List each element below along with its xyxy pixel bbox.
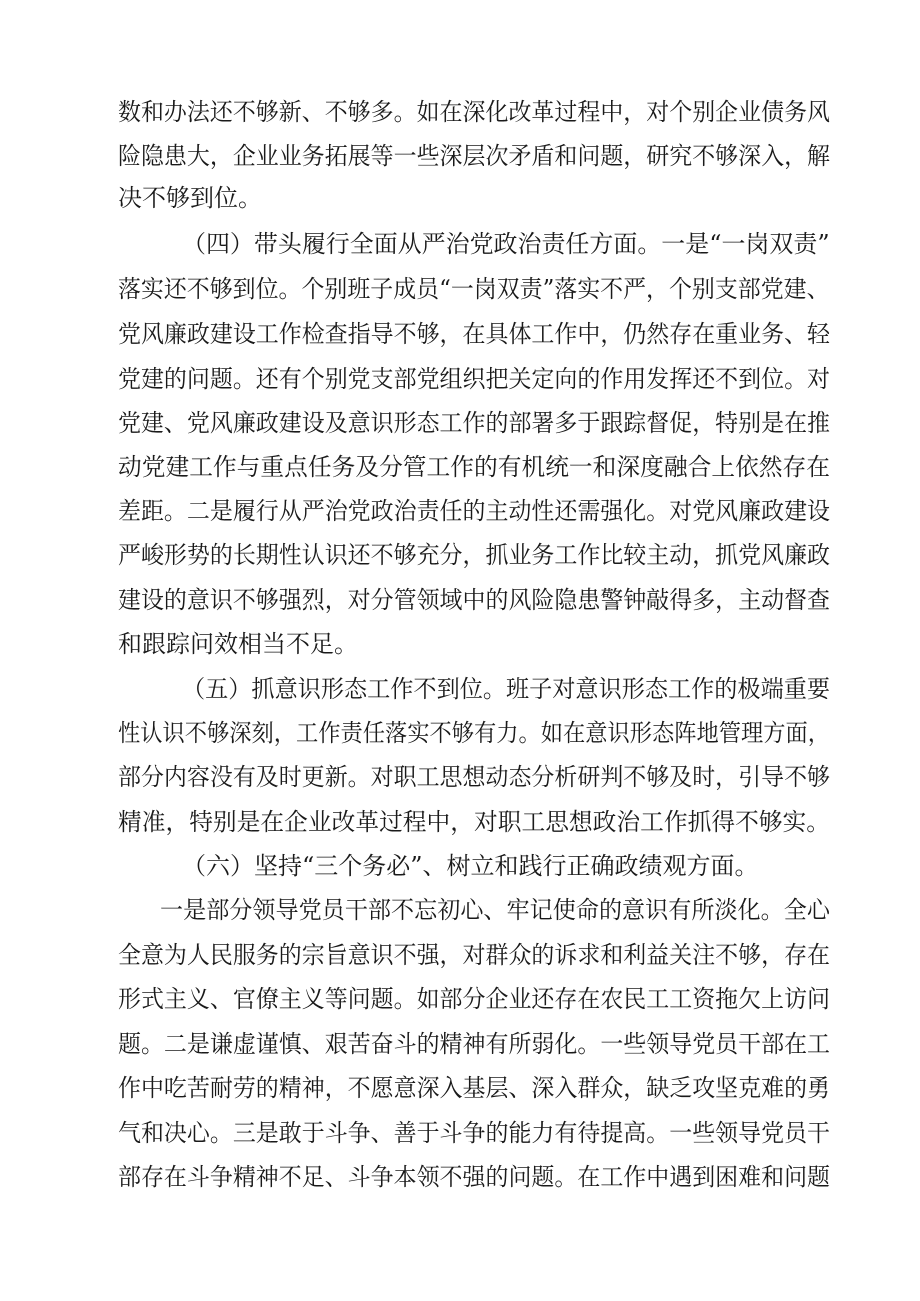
text-line: 气和决心。三是敢于斗争、善于斗争的能力有待提高。一些领导党员干 <box>118 1119 831 1147</box>
text-line: 差距。二是履行从严治党政治责任的主动性还需强化。对党风廉政建设 <box>118 497 831 525</box>
text-line: 和跟踪问效相当不足。 <box>118 630 358 658</box>
text-line: 部存在斗争精神不足、斗争本领不强的问题。在工作中遇到困难和问题 <box>118 1163 831 1191</box>
text-line: 党建的问题。还有个别党支部党组织把关定向的作用发挥还不到位。对 <box>118 365 831 393</box>
text-line: （六）坚持“三个务必”、树立和践行正确政绩观方面。 <box>182 852 759 880</box>
text-line: 部分内容没有及时更新。对职工思想动态分析研判不够及时，引导不够 <box>118 763 831 791</box>
text-line: 数和办法还不够新、不够多。如在深化改革过程中，对个别企业债务风 <box>118 98 831 126</box>
text-line: （五）抓意识形态工作不到位。班子对意识形态工作的极端重要 <box>182 675 831 703</box>
text-line: 党建、党风廉政建设及意识形态工作的部署多于跟踪督促，特别是在推 <box>118 409 831 437</box>
text-line: 性认识不够深刻，工作责任落实不够有力。如在意识形态阵地管理方面， <box>118 719 831 747</box>
text-line: 决不够到位。 <box>118 184 262 212</box>
text-line: 作中吃苦耐劳的精神，不愿意深入基层、深入群众，缺乏攻坚克难的勇 <box>118 1074 831 1102</box>
text-line: 全意为人民服务的宗旨意识不强，对群众的诉求和利益关注不够，存在 <box>118 941 831 969</box>
text-line: 精准，特别是在企业改革过程中，对职工思想政治工作抓得不够实。 <box>118 808 831 836</box>
text-line: 严峻形势的长期性认识还不够充分，抓业务工作比较主动，抓党风廉政 <box>118 541 831 569</box>
text-line: 题。二是谦虚谨慎、艰苦奋斗的精神有所弱化。一些领导党员干部在工 <box>118 1030 831 1058</box>
text-line: 动党建工作与重点任务及分管工作的有机统一和深度融合上依然存在 <box>118 453 831 481</box>
text-line: （四）带头履行全面从严治党政治责任方面。一是“一岗双责” <box>182 230 830 258</box>
text-line: 一是部分领导党员干部不忘初心、牢记使命的意识有所淡化。全心 <box>160 896 830 924</box>
text-line: 党风廉政建设工作检查指导不够，在具体工作中，仍然存在重业务、轻 <box>118 320 831 348</box>
text-line: 险隐患大，企业业务拓展等一些深层次矛盾和问题，研究不够深入，解 <box>118 142 831 170</box>
text-line: 形式主义、官僚主义等问题。如部分企业还存在农民工工资拖欠上访问 <box>118 985 831 1013</box>
text-line: 落实还不够到位。个别班子成员“一岗双责”落实不严，个别支部党建、 <box>118 275 830 303</box>
text-line: 建设的意识不够强烈，对分管领域中的风险隐患警钟敲得多，主动督查 <box>118 586 831 614</box>
